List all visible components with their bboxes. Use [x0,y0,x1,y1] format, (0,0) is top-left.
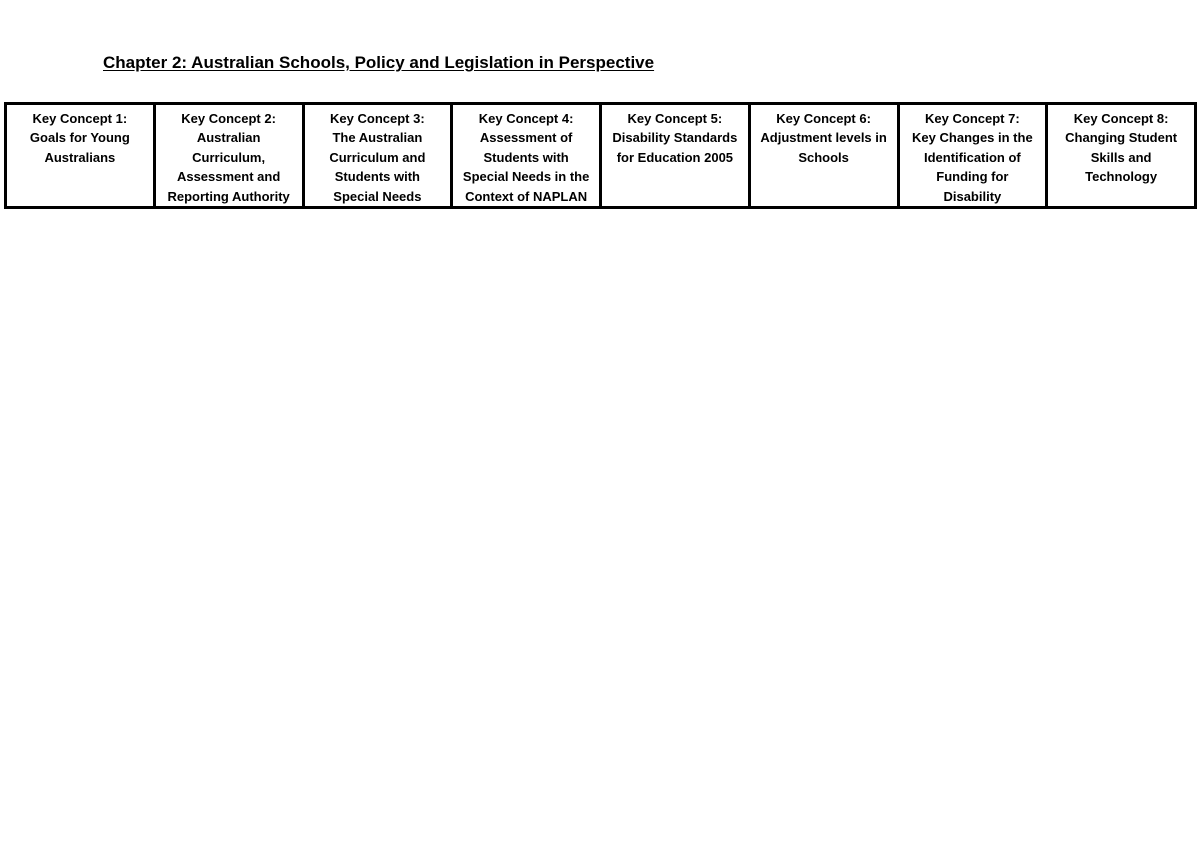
page-title: Chapter 2: Australian Schools, Policy and Legislation in Perspective [103,53,655,72]
cell-line: Changing Student [1065,130,1178,146]
cell-line: Key Concept 1: [32,111,128,126]
cell-line: Curriculum, [192,149,266,165]
cell-line: Key Concept 6: [776,111,871,126]
key-concept-3-cell [303,104,452,208]
key-concept-7-cell [898,104,1047,208]
cell-line: Students with [483,149,569,165]
cell-line: Australians [44,149,116,165]
cell-line: Assessment of [479,130,573,146]
cell-line: Identification of [923,149,1021,165]
cell-line: Assessment and [176,169,281,185]
cell-line: Key Changes in the [912,130,1033,146]
cell-line: Technology [1085,169,1158,185]
cell-line: for Education 2005 [616,149,734,165]
cell-line: The Australian [332,130,423,146]
cell-line: Key Concept 8: [1073,111,1169,126]
cell-line: Key Concept 3: [330,111,425,126]
key-concept-2-cell [154,104,303,208]
key-concept-6-cell [749,104,898,208]
cell-line: Students with [334,169,420,185]
cell-line: Schools [798,149,849,165]
cell-line: Disability [943,188,1002,204]
cell-line: Disability Standards [612,130,738,146]
cell-line: Special Needs [333,188,422,204]
cell-line: Key Concept 2: [181,111,276,126]
cell-line: Australian [196,130,261,146]
cell-line: Context of NAPLAN [465,188,588,204]
key-concept-1-cell [6,104,155,208]
cell-line: Key Concept 4: [478,111,574,126]
cell-line: Reporting Authority [167,188,290,204]
key-concept-8-cell [1047,104,1196,208]
table-row [6,104,1196,208]
cell-line: Adjustment levels in [760,130,887,146]
cell-line: Key Concept 5: [627,111,723,126]
cell-line: Skills and [1090,149,1152,165]
cell-line: Goals for Young [29,130,130,146]
cell-line: Curriculum and [329,149,426,165]
key-concept-4-cell [452,104,601,208]
cell-line: Special Needs in the [462,169,590,185]
cell-line: Funding for [936,169,1009,185]
key-concepts-table [4,102,1197,209]
cell-line: Key Concept 7: [925,111,1020,126]
key-concept-5-cell [601,104,750,208]
